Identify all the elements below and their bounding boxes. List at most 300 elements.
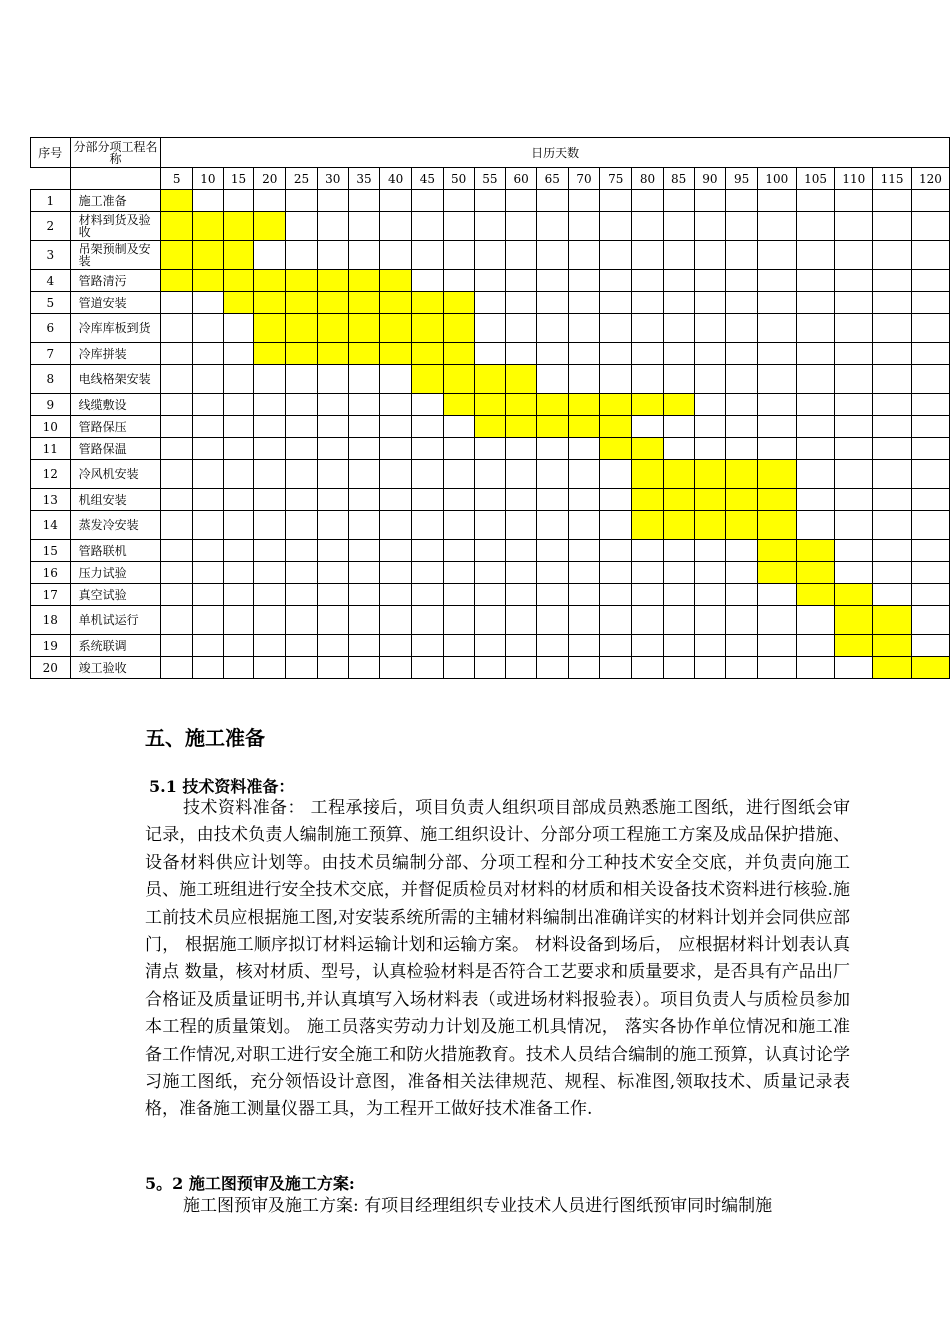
day-header-90: 90	[694, 168, 726, 190]
gantt-empty-cell	[192, 584, 223, 606]
gantt-bar-cell	[254, 212, 286, 241]
gantt-empty-cell	[254, 635, 286, 657]
gantt-empty-cell	[317, 241, 348, 270]
gantt-empty-cell	[600, 365, 632, 394]
day-header-60: 60	[506, 168, 537, 190]
gantt-bar-cell	[663, 394, 694, 416]
schedule-row	[31, 635, 950, 657]
gantt-empty-cell	[192, 365, 223, 394]
day-header-80: 80	[632, 168, 664, 190]
gantt-bar-cell	[796, 584, 835, 606]
gantt-empty-cell	[412, 584, 444, 606]
gantt-empty-cell	[223, 584, 254, 606]
gantt-bar-cell	[726, 511, 758, 540]
gantt-empty-cell	[796, 343, 835, 365]
gantt-empty-cell	[286, 241, 318, 270]
gantt-empty-cell	[192, 489, 223, 511]
gantt-empty-cell	[161, 314, 193, 343]
schedule-row	[31, 460, 950, 489]
gantt-empty-cell	[254, 489, 286, 511]
row-seq: 12	[31, 460, 71, 489]
gantt-empty-cell	[835, 511, 873, 540]
gantt-empty-cell	[474, 584, 506, 606]
day-header-55: 55	[474, 168, 506, 190]
gantt-empty-cell	[412, 657, 444, 679]
gantt-empty-cell	[380, 190, 412, 212]
schedule-row	[31, 190, 950, 212]
gantt-empty-cell	[380, 460, 412, 489]
gantt-empty-cell	[380, 489, 412, 511]
gantt-empty-cell	[223, 416, 254, 438]
day-header-50: 50	[443, 168, 474, 190]
gantt-empty-cell	[911, 241, 949, 270]
gantt-empty-cell	[726, 606, 758, 635]
gantt-empty-cell	[663, 241, 694, 270]
gantt-empty-cell	[192, 190, 223, 212]
gantt-empty-cell	[506, 657, 537, 679]
gantt-empty-cell	[161, 489, 193, 511]
gantt-empty-cell	[161, 540, 193, 562]
row-seq: 2	[31, 212, 71, 241]
gantt-empty-cell	[536, 270, 568, 292]
row-seq: 16	[31, 562, 71, 584]
gantt-empty-cell	[223, 438, 254, 460]
gantt-empty-cell	[286, 657, 318, 679]
gantt-empty-cell	[568, 606, 600, 635]
day-header-20: 20	[254, 168, 286, 190]
gantt-empty-cell	[536, 584, 568, 606]
gantt-empty-cell	[726, 212, 758, 241]
gantt-empty-cell	[663, 314, 694, 343]
gantt-empty-cell	[726, 584, 758, 606]
gantt-empty-cell	[568, 314, 600, 343]
gantt-empty-cell	[506, 190, 537, 212]
gantt-empty-cell	[600, 540, 632, 562]
gantt-empty-cell	[380, 241, 412, 270]
gantt-empty-cell	[223, 314, 254, 343]
gantt-empty-cell	[796, 365, 835, 394]
gantt-empty-cell	[663, 606, 694, 635]
gantt-empty-cell	[694, 606, 726, 635]
gantt-empty-cell	[911, 343, 949, 365]
gantt-empty-cell	[663, 270, 694, 292]
gantt-empty-cell	[536, 540, 568, 562]
gantt-empty-cell	[223, 489, 254, 511]
subsection-title-5-2: 5。2 施工图预审及施工方案:	[145, 1174, 355, 1193]
row-task-name: 冷库库板到货	[70, 314, 161, 343]
row-task-name: 管道安装	[70, 292, 161, 314]
gantt-bar-cell	[286, 343, 318, 365]
gantt-empty-cell	[694, 365, 726, 394]
gantt-empty-cell	[161, 460, 193, 489]
gantt-empty-cell	[317, 540, 348, 562]
gantt-empty-cell	[161, 511, 193, 540]
row-seq: 5	[31, 292, 71, 314]
gantt-bar-cell	[380, 270, 412, 292]
schedule-row	[31, 657, 950, 679]
gantt-empty-cell	[568, 241, 600, 270]
gantt-empty-cell	[873, 270, 912, 292]
gantt-empty-cell	[317, 606, 348, 635]
gantt-empty-cell	[758, 635, 797, 657]
gantt-empty-cell	[568, 190, 600, 212]
gantt-bar-cell	[663, 511, 694, 540]
gantt-bar-cell	[348, 270, 380, 292]
gantt-empty-cell	[536, 606, 568, 635]
gantt-empty-cell	[474, 438, 506, 460]
gantt-empty-cell	[443, 438, 474, 460]
gantt-empty-cell	[254, 394, 286, 416]
header-day-spacer	[70, 168, 161, 190]
gantt-bar-cell	[348, 343, 380, 365]
gantt-empty-cell	[796, 489, 835, 511]
gantt-empty-cell	[348, 394, 380, 416]
gantt-empty-cell	[223, 562, 254, 584]
gantt-bar-cell	[254, 292, 286, 314]
row-task-name: 真空试验	[70, 584, 161, 606]
schedule-row	[31, 562, 950, 584]
gantt-bar-cell	[726, 460, 758, 489]
row-seq: 8	[31, 365, 71, 394]
gantt-empty-cell	[600, 190, 632, 212]
gantt-bar-cell	[254, 343, 286, 365]
gantt-empty-cell	[835, 212, 873, 241]
gantt-empty-cell	[726, 394, 758, 416]
gantt-bar-cell	[600, 394, 632, 416]
gantt-empty-cell	[835, 416, 873, 438]
gantt-bar-cell	[568, 416, 600, 438]
gantt-empty-cell	[758, 438, 797, 460]
gantt-empty-cell	[632, 343, 664, 365]
gantt-bar-cell	[632, 394, 664, 416]
gantt-empty-cell	[223, 190, 254, 212]
row-seq: 20	[31, 657, 71, 679]
row-task-name: 线缆敷设	[70, 394, 161, 416]
gantt-empty-cell	[380, 562, 412, 584]
gantt-empty-cell	[412, 606, 444, 635]
gantt-bar-cell	[161, 241, 193, 270]
gantt-empty-cell	[380, 635, 412, 657]
gantt-empty-cell	[443, 511, 474, 540]
gantt-empty-cell	[443, 241, 474, 270]
gantt-empty-cell	[796, 270, 835, 292]
gantt-empty-cell	[412, 416, 444, 438]
gantt-empty-cell	[474, 343, 506, 365]
row-seq: 1	[31, 190, 71, 212]
gantt-empty-cell	[911, 212, 949, 241]
gantt-empty-cell	[536, 657, 568, 679]
gantt-bar-cell	[911, 657, 949, 679]
row-seq: 4	[31, 270, 71, 292]
gantt-empty-cell	[694, 241, 726, 270]
gantt-bar-cell	[536, 394, 568, 416]
gantt-empty-cell	[536, 511, 568, 540]
gantt-empty-cell	[568, 635, 600, 657]
gantt-empty-cell	[161, 292, 193, 314]
gantt-empty-cell	[286, 212, 318, 241]
gantt-empty-cell	[348, 416, 380, 438]
gantt-bar-cell	[254, 314, 286, 343]
gantt-empty-cell	[568, 540, 600, 562]
gantt-empty-cell	[568, 212, 600, 241]
gantt-empty-cell	[568, 270, 600, 292]
gantt-empty-cell	[348, 540, 380, 562]
gantt-empty-cell	[694, 540, 726, 562]
gantt-bar-cell	[223, 270, 254, 292]
gantt-empty-cell	[911, 584, 949, 606]
gantt-bar-cell	[835, 635, 873, 657]
row-task-name: 冷库拼装	[70, 343, 161, 365]
gantt-bar-cell	[796, 562, 835, 584]
gantt-empty-cell	[632, 241, 664, 270]
row-seq: 19	[31, 635, 71, 657]
gantt-empty-cell	[412, 460, 444, 489]
gantt-bar-cell	[632, 460, 664, 489]
gantt-empty-cell	[726, 635, 758, 657]
gantt-empty-cell	[600, 635, 632, 657]
schedule-row	[31, 270, 950, 292]
gantt-empty-cell	[911, 438, 949, 460]
gantt-empty-cell	[254, 562, 286, 584]
gantt-empty-cell	[506, 460, 537, 489]
gantt-empty-cell	[726, 270, 758, 292]
gantt-empty-cell	[412, 489, 444, 511]
gantt-bar-cell	[443, 365, 474, 394]
gantt-empty-cell	[796, 635, 835, 657]
schedule-row	[31, 416, 950, 438]
gantt-empty-cell	[161, 606, 193, 635]
gantt-empty-cell	[911, 416, 949, 438]
gantt-bar-cell	[380, 343, 412, 365]
gantt-empty-cell	[835, 657, 873, 679]
gantt-empty-cell	[506, 292, 537, 314]
gantt-empty-cell	[726, 540, 758, 562]
gantt-bar-cell	[317, 292, 348, 314]
gantt-bar-cell	[835, 606, 873, 635]
gantt-empty-cell	[835, 270, 873, 292]
gantt-empty-cell	[796, 292, 835, 314]
gantt-bar-cell	[443, 292, 474, 314]
gantt-bar-cell	[474, 365, 506, 394]
gantt-empty-cell	[348, 606, 380, 635]
gantt-empty-cell	[694, 657, 726, 679]
gantt-bar-cell	[348, 314, 380, 343]
gantt-empty-cell	[161, 394, 193, 416]
gantt-empty-cell	[474, 241, 506, 270]
gantt-bar-cell	[412, 365, 444, 394]
gantt-empty-cell	[726, 190, 758, 212]
day-header-40: 40	[380, 168, 412, 190]
gantt-empty-cell	[474, 657, 506, 679]
gantt-empty-cell	[873, 540, 912, 562]
gantt-empty-cell	[694, 635, 726, 657]
gantt-empty-cell	[536, 212, 568, 241]
gantt-empty-cell	[443, 460, 474, 489]
gantt-empty-cell	[506, 562, 537, 584]
gantt-empty-cell	[663, 190, 694, 212]
gantt-bar-cell	[758, 562, 797, 584]
row-task-name: 系统联调	[70, 635, 161, 657]
gantt-bar-cell	[758, 540, 797, 562]
gantt-empty-cell	[632, 314, 664, 343]
gantt-empty-cell	[835, 241, 873, 270]
schedule-row	[31, 489, 950, 511]
gantt-empty-cell	[663, 438, 694, 460]
schedule-row	[31, 511, 950, 540]
gantt-empty-cell	[568, 562, 600, 584]
day-header-110: 110	[835, 168, 873, 190]
gantt-empty-cell	[873, 584, 912, 606]
gantt-empty-cell	[506, 635, 537, 657]
day-header-95: 95	[726, 168, 758, 190]
gantt-empty-cell	[443, 212, 474, 241]
gantt-empty-cell	[380, 657, 412, 679]
gantt-empty-cell	[286, 489, 318, 511]
gantt-empty-cell	[443, 584, 474, 606]
subsection-body-5-1: 技术资料准备： 工程承接后，项目负责人组织项目部成员熟悉施工图纸，进行图纸会审记录，由技术负责人编制施工预算、施工组织设计、分部分项工程施工方案及成品保护措施、设备材料供应计划等。由技术员编制分部、分项工程和分工种技术安全交底，并负责向施工员、施工班组进行安全技术交底，并督促质检员对材料的材质和相关设备技术资料进行核验.施工前技术员应根据施工图,对安装系统所需的主辅材料编制出准确详实的材料计划并会同供应部门， 根据施工顺序拟订材料运输计划和运输方案。 材料设备到场后， 应根据材料计划表认真清点 数量，核对材质、型号，认真检验材料是否符合工艺要求和质量要求，是否具有产品出厂合格证及质量证明书,并认真填写入场材料表（或进场材料报验表）。项目负责人与质检员参加本工程的质量策划。 施工员落实劳动力计划及施工机具情况， 落实各协作单位情况和施工准 备工作情况,对职工进行安全施工和防火措施教育。技术人员结合编制的施工预算，认真讨论学习施工图纸，充分领悟设计意图，准备相关法律规范、规程、标准图,领取技术、质量记录表格，准备施工测量仪器工具，为工程开工做好技术准备工作.	[145, 798, 850, 1120]
gantt-bar-cell	[506, 365, 537, 394]
gantt-empty-cell	[254, 606, 286, 635]
gantt-empty-cell	[254, 657, 286, 679]
gantt-empty-cell	[873, 212, 912, 241]
gantt-empty-cell	[911, 606, 949, 635]
gantt-empty-cell	[663, 562, 694, 584]
gantt-empty-cell	[443, 635, 474, 657]
gantt-empty-cell	[254, 540, 286, 562]
day-header-30: 30	[317, 168, 348, 190]
gantt-empty-cell	[536, 489, 568, 511]
gantt-empty-cell	[223, 540, 254, 562]
gantt-bar-cell	[380, 314, 412, 343]
gantt-empty-cell	[796, 460, 835, 489]
gantt-empty-cell	[348, 212, 380, 241]
gantt-empty-cell	[911, 190, 949, 212]
gantt-bar-cell	[286, 292, 318, 314]
gantt-empty-cell	[443, 416, 474, 438]
gantt-empty-cell	[192, 438, 223, 460]
gantt-empty-cell	[632, 540, 664, 562]
gantt-empty-cell	[474, 606, 506, 635]
gantt-bar-cell	[317, 314, 348, 343]
gantt-empty-cell	[758, 270, 797, 292]
gantt-empty-cell	[663, 212, 694, 241]
gantt-empty-cell	[911, 540, 949, 562]
gantt-empty-cell	[286, 438, 318, 460]
gantt-empty-cell	[317, 489, 348, 511]
gantt-empty-cell	[568, 584, 600, 606]
gantt-bar-cell	[474, 394, 506, 416]
gantt-empty-cell	[412, 394, 444, 416]
gantt-empty-cell	[568, 438, 600, 460]
gantt-empty-cell	[663, 584, 694, 606]
gantt-empty-cell	[536, 241, 568, 270]
gantt-empty-cell	[223, 343, 254, 365]
gantt-empty-cell	[632, 270, 664, 292]
gantt-bar-cell	[161, 190, 193, 212]
day-header-105: 105	[796, 168, 835, 190]
row-seq: 18	[31, 606, 71, 635]
section-title: 五、施工准备	[145, 726, 265, 750]
gantt-empty-cell	[317, 635, 348, 657]
row-task-name: 吊架预制及安装	[70, 241, 161, 270]
gantt-empty-cell	[758, 657, 797, 679]
gantt-empty-cell	[223, 511, 254, 540]
gantt-bar-cell	[474, 416, 506, 438]
gantt-empty-cell	[192, 343, 223, 365]
gantt-empty-cell	[632, 416, 664, 438]
gantt-empty-cell	[726, 365, 758, 394]
gantt-empty-cell	[192, 540, 223, 562]
gantt-empty-cell	[192, 606, 223, 635]
gantt-empty-cell	[663, 635, 694, 657]
schedule-row	[31, 365, 950, 394]
gantt-empty-cell	[161, 438, 193, 460]
gantt-empty-cell	[911, 314, 949, 343]
row-seq: 13	[31, 489, 71, 511]
gantt-empty-cell	[348, 365, 380, 394]
gantt-bar-cell	[348, 292, 380, 314]
row-task-name: 蒸发冷安装	[70, 511, 161, 540]
gantt-empty-cell	[600, 314, 632, 343]
gantt-bar-cell	[726, 489, 758, 511]
gantt-bar-cell	[412, 292, 444, 314]
gantt-bar-cell	[632, 489, 664, 511]
gantt-empty-cell	[474, 190, 506, 212]
gantt-empty-cell	[694, 270, 726, 292]
gantt-bar-cell	[223, 292, 254, 314]
gantt-empty-cell	[506, 511, 537, 540]
gantt-bar-cell	[600, 416, 632, 438]
schedule-row	[31, 314, 950, 343]
header-calendar-days: 日历天数	[161, 138, 950, 168]
gantt-empty-cell	[192, 562, 223, 584]
gantt-empty-cell	[911, 460, 949, 489]
gantt-empty-cell	[506, 270, 537, 292]
gantt-empty-cell	[506, 438, 537, 460]
gantt-empty-cell	[161, 365, 193, 394]
subsection-body-5-2: 施工图预审及施工方案: 有项目经理组织专业技术人员进行图纸预审同时编制施	[183, 1196, 773, 1216]
gantt-empty-cell	[348, 511, 380, 540]
gantt-empty-cell	[443, 190, 474, 212]
gantt-empty-cell	[911, 562, 949, 584]
gantt-empty-cell	[600, 606, 632, 635]
gantt-empty-cell	[380, 394, 412, 416]
gantt-bar-cell	[412, 314, 444, 343]
gantt-empty-cell	[632, 365, 664, 394]
gantt-empty-cell	[412, 270, 444, 292]
gantt-empty-cell	[474, 292, 506, 314]
gantt-bar-cell	[443, 394, 474, 416]
gantt-empty-cell	[380, 606, 412, 635]
gantt-empty-cell	[412, 190, 444, 212]
gantt-empty-cell	[911, 292, 949, 314]
schedule-row	[31, 394, 950, 416]
gantt-empty-cell	[254, 416, 286, 438]
gantt-empty-cell	[223, 365, 254, 394]
day-header-100: 100	[758, 168, 797, 190]
gantt-empty-cell	[192, 635, 223, 657]
gantt-empty-cell	[443, 657, 474, 679]
gantt-empty-cell	[600, 343, 632, 365]
day-header-10: 10	[192, 168, 223, 190]
gantt-empty-cell	[694, 212, 726, 241]
gantt-bar-cell	[443, 343, 474, 365]
gantt-empty-cell	[536, 635, 568, 657]
gantt-empty-cell	[694, 394, 726, 416]
gantt-empty-cell	[796, 394, 835, 416]
gantt-bar-cell	[632, 511, 664, 540]
gantt-empty-cell	[161, 635, 193, 657]
